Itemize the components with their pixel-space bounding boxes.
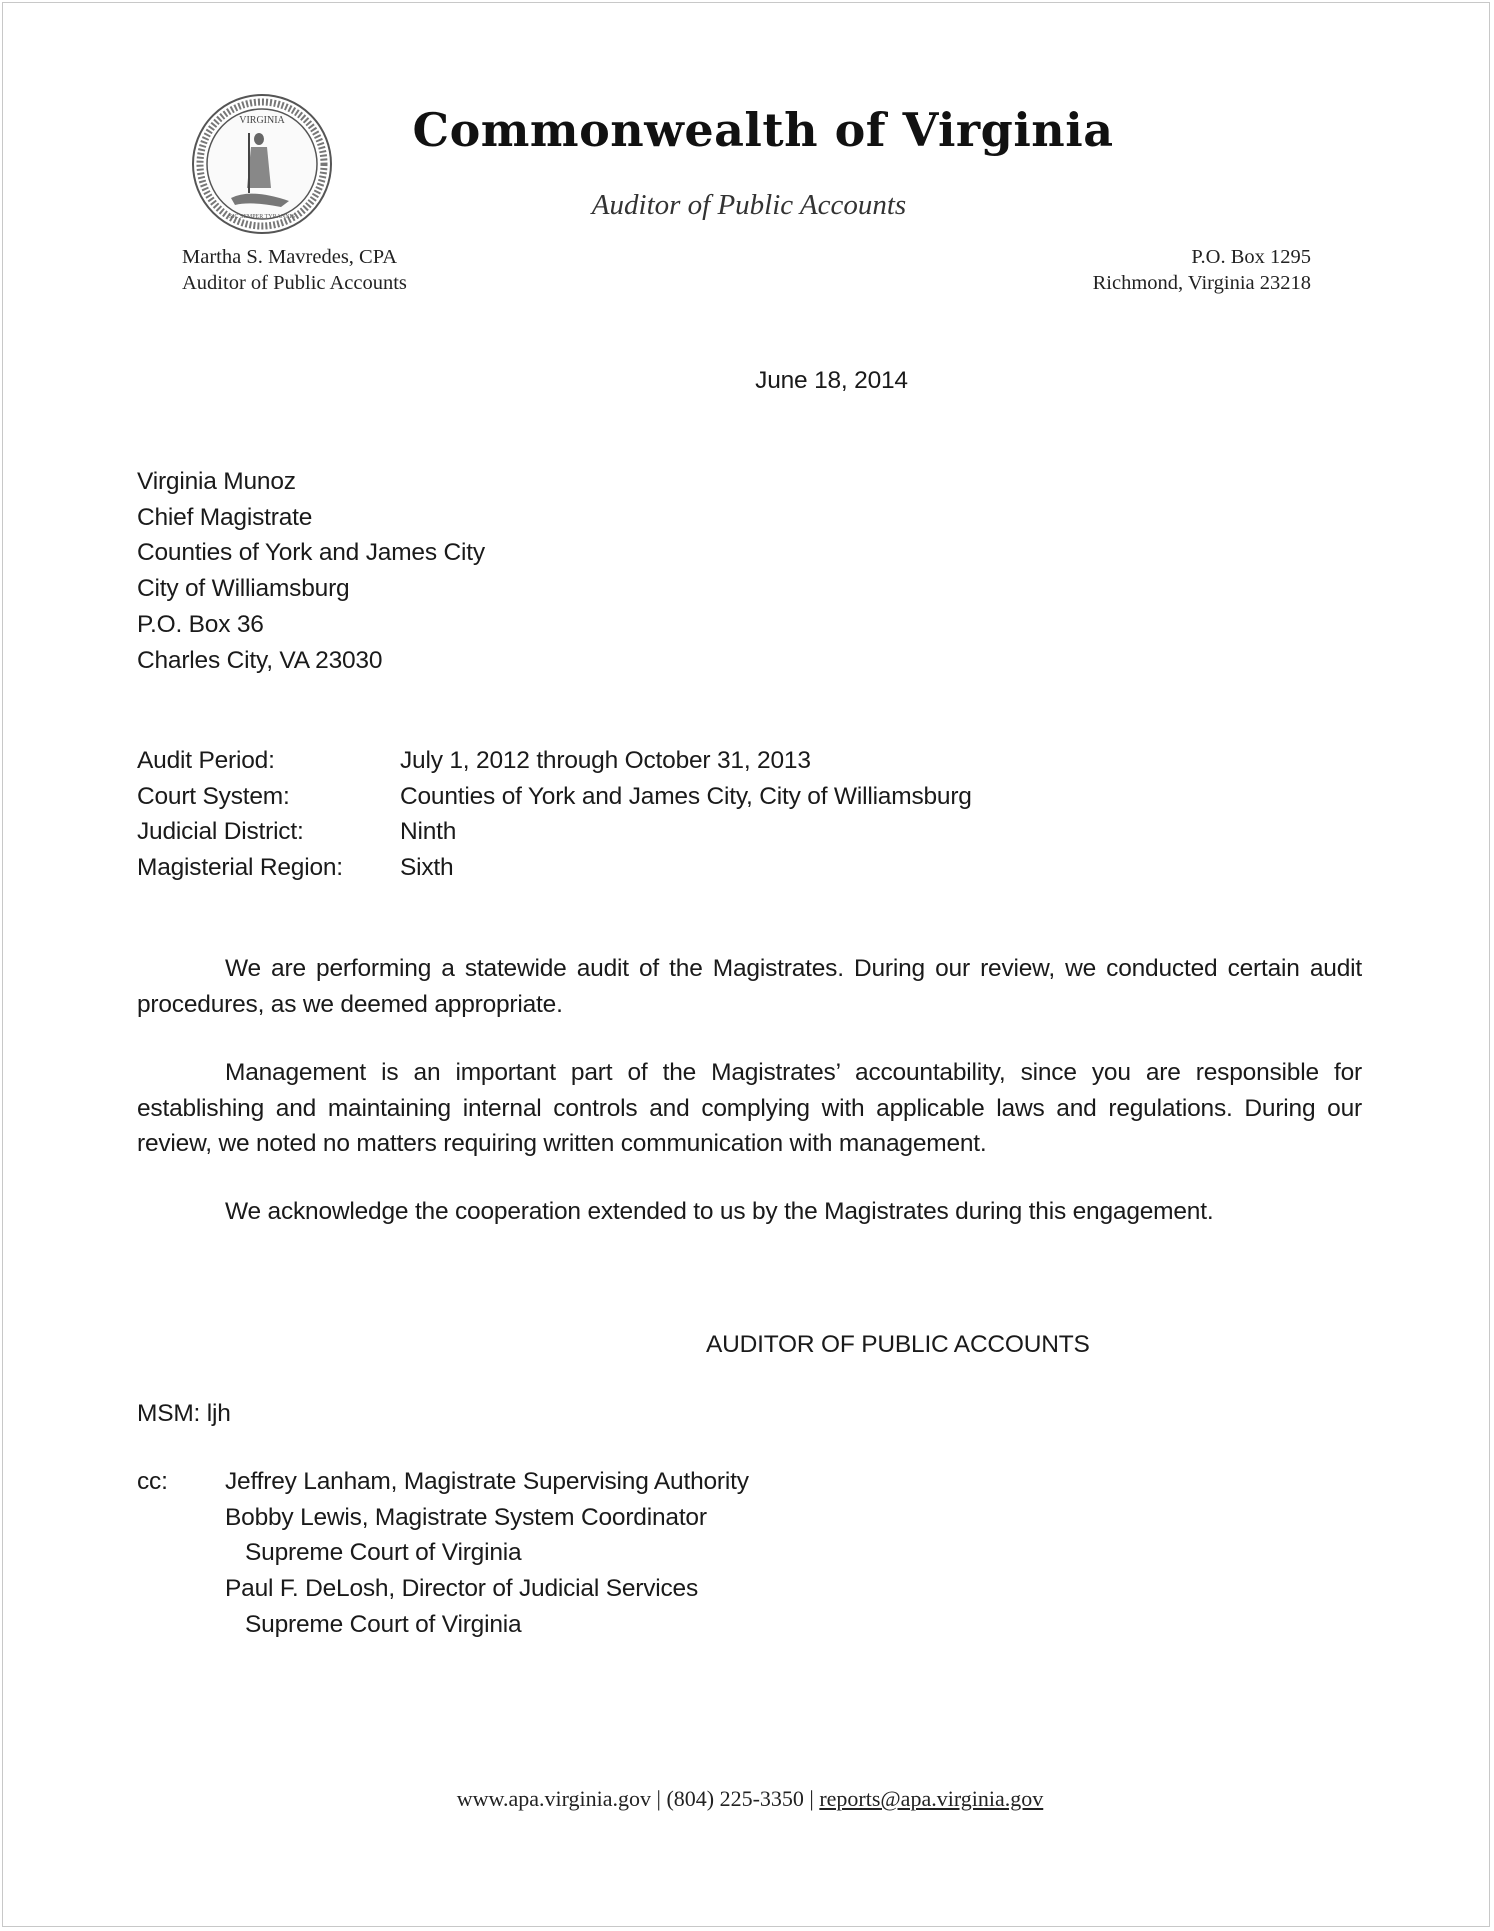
cc-line: Paul F. DeLosh, Director of Judicial Services [225, 1575, 699, 1603]
audit-info-row [137, 850, 972, 886]
footer-separator: | [656, 1786, 661, 1811]
recipient-line: P.O. Box 36 [137, 610, 264, 638]
letterhead-subtitle: Auditor of Public Accounts [591, 189, 907, 221]
audit-label: Judicial District: [137, 818, 304, 846]
footer-email-link[interactable]: reports@apa.virginia.gov [819, 1786, 1044, 1811]
city-state: Richmond, Virginia 23218 [1092, 272, 1311, 294]
letter-date: June 18, 2014 [755, 367, 908, 394]
footer-separator: | [809, 1786, 814, 1811]
svg-text:SIC SEMPER TYRANNIS: SIC SEMPER TYRANNIS [229, 214, 295, 220]
audit-info-row [137, 814, 972, 850]
footer [3, 1786, 1494, 1812]
audit-label: Audit Period: [137, 747, 275, 774]
cc-line: Supreme Court of Virginia [245, 1610, 522, 1638]
initials: MSM: ljh [137, 1400, 231, 1427]
audit-info [137, 743, 972, 886]
audit-label: Court System: [137, 782, 290, 810]
recipient-address [137, 464, 485, 678]
cc-label: cc: [137, 1468, 168, 1495]
svg-text:VIRGINIA: VIRGINIA [239, 115, 285, 126]
audit-value: Sixth [400, 854, 454, 882]
auditor-title: Auditor of Public Accounts [182, 272, 407, 294]
footer-phone: (804) 225-3350 [666, 1786, 804, 1811]
virginia-seal-logo [191, 93, 333, 235]
recipient-line: City of Williamsburg [137, 575, 350, 603]
cc-line: Supreme Court of Virginia [245, 1539, 522, 1567]
paragraph-text: Management is an important part of the Magistrates’ accountability, since you are responsible for establishing and maintaining internal controls and complying with applicable laws and regulations. During our review, we noted no matters requiring written communication with management. [137, 1059, 1362, 1158]
audit-label: Magisterial Region: [137, 854, 343, 882]
recipient-line: Counties of York and James City [137, 539, 485, 567]
audit-value: July 1, 2012 through October 31, 2013 [400, 747, 811, 774]
body-paragraph-2 [137, 1055, 1362, 1162]
cc-line: Jeffrey Lanham, Magistrate Supervising Authority [225, 1468, 749, 1495]
recipient-line: Virginia Munoz [137, 468, 296, 495]
paragraph-text: We acknowledge the cooperation extended to us by the Magistrates during this engagement. [225, 1198, 1214, 1225]
auditor-name: Martha S. Mavredes, CPA [182, 246, 398, 268]
audit-value: Ninth [400, 818, 457, 846]
cc-line: Bobby Lewis, Magistrate System Coordinator [225, 1503, 707, 1531]
paragraph-text: We are performing a statewide audit of the Magistrates. During our review, we conducted certain audit procedures, as we deemed appropriate. [137, 955, 1362, 1018]
recipient-line: Chief Magistrate [137, 503, 313, 531]
body-paragraph-3 [137, 1194, 1362, 1230]
audit-value: Counties of York and James City, City of Williamsburg [400, 782, 972, 810]
signature-block: AUDITOR OF PUBLIC ACCOUNTS [706, 1331, 1090, 1358]
audit-info-row [137, 779, 972, 815]
letter-page [2, 2, 1490, 1927]
auditor-name-block [182, 244, 407, 296]
office-address-block [1093, 244, 1311, 296]
audit-info-row [137, 743, 972, 779]
cc-list [137, 1464, 749, 1643]
footer-website[interactable]: www.apa.virginia.gov [456, 1786, 652, 1811]
recipient-line: Charles City, VA 23030 [137, 646, 383, 674]
body-paragraph-1 [137, 951, 1362, 1022]
letterhead-title: Commonwealth of Virginia [412, 103, 1114, 157]
po-box: P.O. Box 1295 [1191, 246, 1311, 268]
